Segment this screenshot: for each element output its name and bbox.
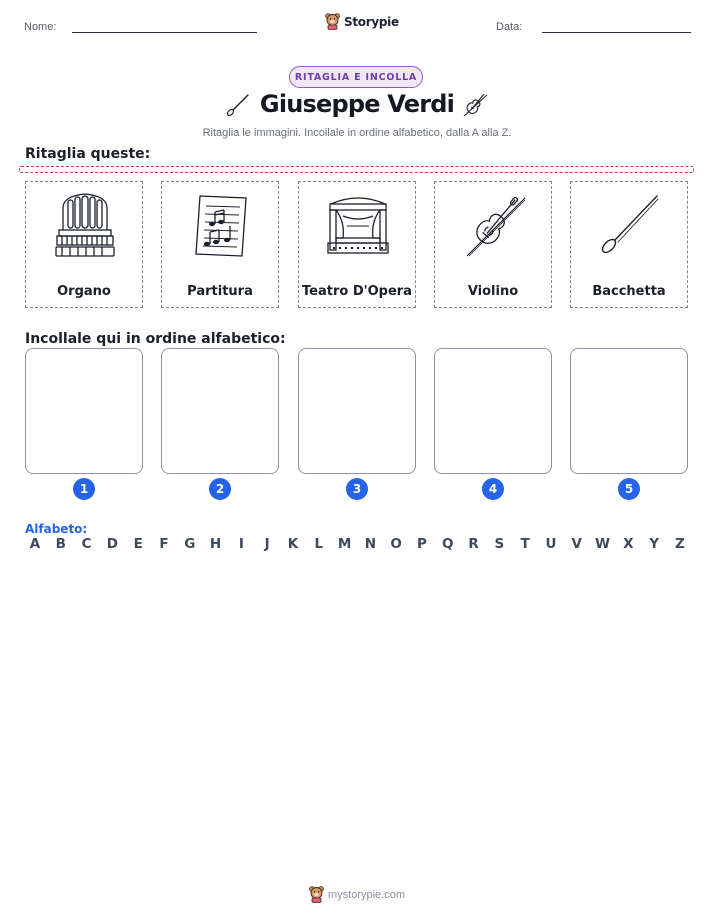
violin-icon — [459, 190, 529, 260]
cut-section-heading: Ritaglia queste: — [25, 146, 151, 162]
page-title: Giuseppe Verdi — [259, 90, 455, 118]
alphabet-letter: X — [623, 536, 634, 552]
paste-box-2[interactable] — [161, 348, 279, 474]
alphabet-letter: K — [287, 536, 299, 552]
position-number: 3 — [346, 478, 368, 500]
brand-name: Storypie — [344, 14, 399, 29]
alphabet-letter: Z — [675, 536, 685, 552]
position-number: 4 — [482, 478, 504, 500]
cut-card-label: Violino — [467, 284, 519, 299]
alphabet-letter: R — [468, 536, 479, 552]
alphabet-letter: J — [264, 536, 270, 552]
paste-box-1[interactable] — [25, 348, 143, 474]
alphabet-letter: M — [337, 536, 352, 552]
date-field-line[interactable] — [542, 32, 691, 33]
position-number: 2 — [209, 478, 231, 500]
violin-decoration-icon — [459, 89, 491, 121]
opera-house-icon — [323, 190, 393, 260]
name-label: Nome: — [24, 21, 57, 33]
paste-box-5[interactable] — [570, 348, 688, 474]
cut-card-sheet-music[interactable] — [161, 181, 279, 308]
alphabet-letter: H — [209, 536, 222, 552]
cut-card-baton[interactable] — [570, 181, 688, 308]
sheet-music-icon — [186, 190, 256, 260]
alphabet-title: Alfabeto: — [25, 522, 88, 536]
cut-card-opera-house[interactable] — [298, 181, 416, 308]
organ-icon — [50, 190, 120, 260]
paste-box-3[interactable] — [298, 348, 416, 474]
cut-line — [19, 166, 694, 173]
alphabet-letter: G — [184, 536, 196, 552]
instructions: Ritaglia le immagini. Incollale in ordine alfabetico, dalla A alla Z. — [202, 127, 512, 139]
name-field-line[interactable] — [72, 32, 257, 33]
alphabet-letter: U — [545, 536, 557, 552]
cut-card-label: Bacchetta — [592, 284, 666, 299]
position-number: 1 — [73, 478, 95, 500]
position-number: 5 — [618, 478, 640, 500]
cut-card-label: Organo — [57, 284, 111, 299]
cut-card-organ[interactable] — [25, 181, 143, 308]
cut-card-label: Teatro D'Opera — [302, 284, 412, 299]
alphabet-letter: P — [417, 536, 427, 552]
footer-url[interactable]: mystorypie.com — [327, 888, 406, 901]
alphabet-letter: D — [106, 536, 118, 552]
date-label: Data: — [496, 21, 523, 33]
alphabet-letter: I — [238, 536, 244, 552]
alphabet-letter: Q — [442, 536, 454, 552]
alphabet-letter: A — [29, 536, 41, 552]
bear-mascot-icon — [309, 886, 324, 903]
alphabet-letter: O — [390, 536, 402, 552]
alphabet-letter: T — [520, 536, 530, 552]
baton-icon — [595, 190, 665, 260]
alphabet-letter: Y — [649, 536, 660, 552]
bear-mascot-icon — [325, 13, 340, 30]
alphabet-letter: B — [55, 536, 66, 552]
activity-badge: RITAGLIA E INCOLLA — [289, 66, 423, 88]
alphabet-letter: V — [571, 536, 582, 552]
alphabet-letter: W — [595, 536, 610, 552]
cut-card-violin[interactable] — [434, 181, 552, 308]
footer — [0, 886, 714, 903]
alphabet-letter: N — [364, 536, 377, 552]
alphabet-letter: L — [314, 536, 324, 552]
cut-card-label: Partitura — [187, 284, 253, 299]
paste-box-4[interactable] — [434, 348, 552, 474]
alphabet-letter: F — [159, 536, 169, 552]
alphabet-letter: C — [81, 536, 92, 552]
alphabet-letter: E — [133, 536, 143, 552]
paste-section-heading: Incollale qui in ordine alfabetico: — [25, 331, 286, 347]
alphabet-letter: S — [494, 536, 505, 552]
storypie-logo — [325, 13, 399, 30]
alphabet-row — [25, 536, 690, 554]
